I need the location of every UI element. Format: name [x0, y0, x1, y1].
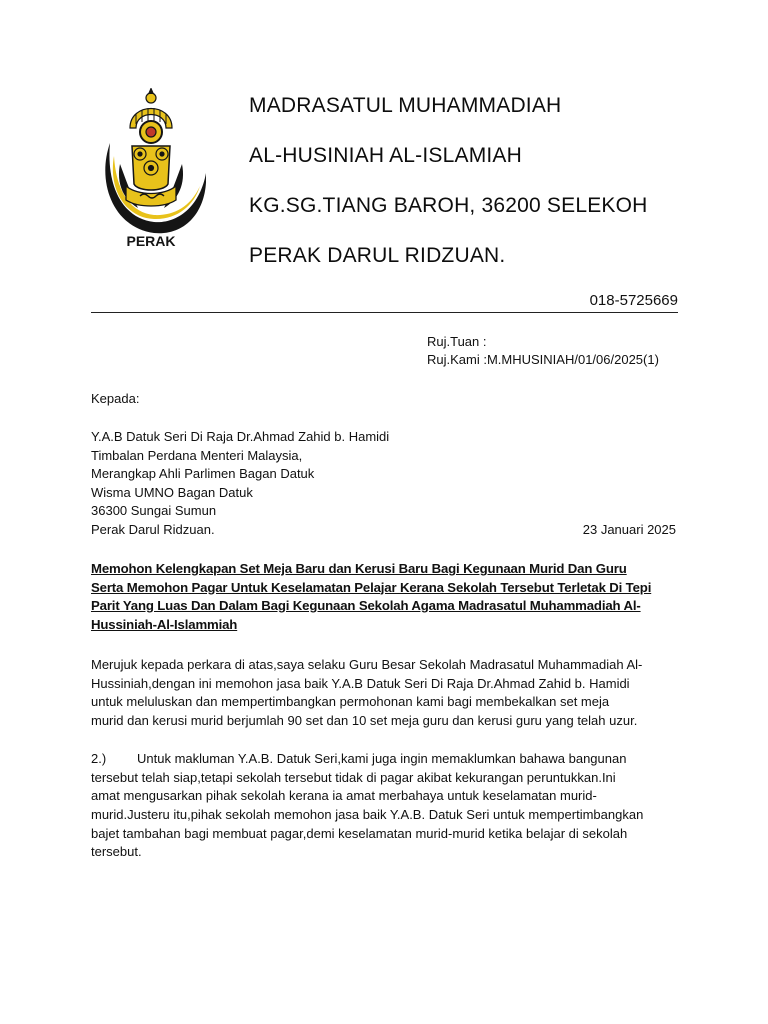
- subject-line: Memohon Kelengkapan Set Meja Baru dan Kerusi Baru Bagi Kegunaan Murid Dan Guru: [91, 561, 627, 576]
- school-state: PERAK DARUL RIDZUAN.: [249, 244, 506, 267]
- paragraph-line: bajet tambahan bagi membuat pagar,demi keselamatan murid-murid ketika belajar di sekolah: [91, 825, 628, 841]
- recipient-line: Merangkap Ahli Parlimen Bagan Datuk: [91, 466, 315, 481]
- perak-crest-logo: [96, 88, 206, 254]
- paragraph-line-first: [91, 750, 683, 769]
- recipient-line: Perak Darul Ridzuan.: [91, 521, 215, 537]
- crown-top-spike: [148, 88, 154, 94]
- paragraph-line: murid dan kerusi murid berjumlah 90 set dan 10 set meja guru dan kerusi guru yang telah uzur.: [91, 713, 638, 729]
- school-name: MADRASATUL MUHAMMADIAH: [249, 94, 562, 117]
- phone-number: 018-5725669: [589, 292, 678, 309]
- recipient-address: [91, 428, 389, 539]
- crown-top: [146, 93, 156, 103]
- ruj-tuan: Ruj.Tuan :: [427, 334, 487, 349]
- school-name-line-2: AL-HUSINIAH AL-ISLAMIAH: [249, 144, 523, 167]
- letterhead: [249, 94, 719, 294]
- subject-line: Serta Memohon Pagar Untuk Keselamatan Pelajar Kerana Sekolah Tersebut Terletak Di Tepi: [91, 579, 652, 595]
- paragraph-line: Merujuk kepada perkara di atas,saya selaku Guru Besar Sekolah Madrasatul Muhammadiah Al-: [91, 657, 643, 672]
- paragraph-number: 2.): [91, 751, 107, 766]
- salutation: Kepada:: [91, 391, 140, 406]
- paragraph-line-text: Untuk makluman Y.A.B. Datuk Seri,kami juga ingin memaklumkan bahawa bangunan: [137, 751, 627, 766]
- paragraph-2: [91, 750, 683, 862]
- recipient-line: Y.A.B Datuk Seri Di Raja Dr.Ahmad Zahid b. Hamidi: [91, 429, 390, 444]
- paragraph-line: tersebut telah siap,tetapi sekolah tersebut tidak di pagar akibat kekurangan peruntukkan.Ini: [91, 769, 616, 785]
- ruj-kami: Ruj.Kami :M.MHUSINIAH/01/06/2025(1): [427, 352, 659, 367]
- subject-line: Hussiniah-Al-Islammiah: [91, 616, 238, 632]
- paragraph-line: tersebut.: [91, 844, 142, 860]
- paragraph-line: murid.Justeru itu,pihak sekolah memohon jasa baik Y.A.B. Datuk Seri untuk mempertimbangkan: [91, 807, 644, 823]
- paragraph-line: untuk meluluskan dan mempertimbangkan permohonan kami bagi membekalkan set meja: [91, 694, 610, 710]
- subject-line: Parit Yang Luas Dan Dalam Bagi Kegunaan Sekolah Agama Madrasatul Muhammadiah Al-: [91, 598, 641, 613]
- paragraph-line: amat mengusarkan pihak sekolah kerana ia amat merbahaya untuk keselamatan murid-: [91, 788, 597, 804]
- letterhead-divider: [91, 312, 678, 313]
- recipient-line: 36300 Sungai Sumun: [91, 503, 217, 518]
- recipient-line: Wisma UMNO Bagan Datuk: [91, 484, 253, 500]
- letter-date: 23 Januari 2025: [582, 522, 676, 537]
- reference-block: [427, 333, 659, 369]
- paragraph-1: [91, 656, 683, 731]
- letter-subject: [91, 560, 681, 634]
- perak-logo-text: PERAK: [126, 233, 176, 249]
- recipient-line: Timbalan Perdana Menteri Malaysia,: [91, 447, 303, 463]
- school-address: KG.SG.TIANG BAROH, 36200 SELEKOH: [249, 194, 648, 217]
- paragraph-line: Hussiniah,dengan ini memohon jasa baik Y.A.B Datuk Seri Di Raja Dr.Ahmad Zahid b. Hamidi: [91, 675, 630, 691]
